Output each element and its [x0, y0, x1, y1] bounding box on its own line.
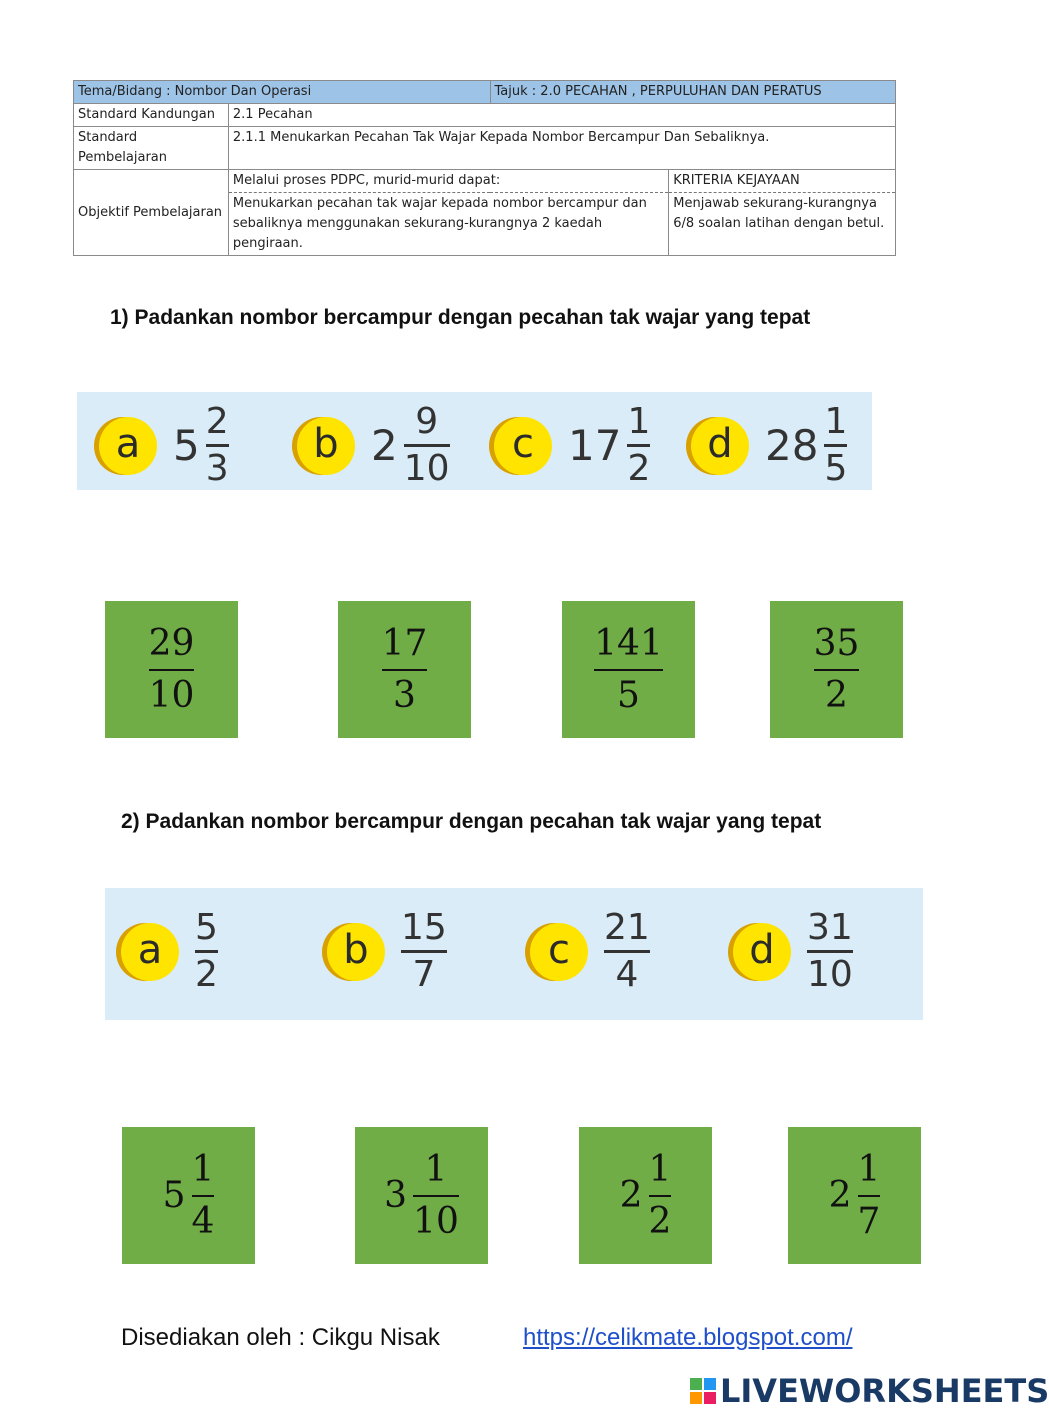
numerator: 15 [401, 907, 447, 948]
whole-number: 2 [371, 421, 398, 470]
numerator: 35 [813, 622, 860, 664]
numerator: 17 [381, 622, 428, 664]
whole-number: 2 [619, 1175, 643, 1216]
fraction [649, 1149, 672, 1243]
denominator: 5 [617, 674, 640, 716]
fraction-bar [814, 669, 860, 671]
fraction-bar [604, 950, 650, 953]
letter-badge: c [494, 417, 552, 475]
q1-item-d [691, 402, 847, 489]
denominator: 2 [648, 1200, 672, 1242]
fraction-bar [404, 444, 450, 447]
denominator: 4 [615, 954, 639, 995]
question-1-strip [77, 392, 872, 490]
fraction-bar [382, 669, 428, 671]
denominator: 10 [403, 448, 450, 489]
tema-cell: Tema/Bidang : Nombor Dan Operasi [74, 81, 491, 104]
brand-name: LIVEWORKSHEETS [720, 1372, 1049, 1410]
numerator: 1 [857, 1148, 881, 1190]
kriteria-label: KRITERIA KEJAYAAN [669, 170, 896, 193]
denominator: 7 [857, 1200, 881, 1242]
objektif-intro: Melalui proses PDPC, murid-murid dapat: [228, 170, 668, 193]
fraction [382, 623, 428, 717]
fraction [594, 623, 663, 717]
denominator: 7 [412, 954, 436, 995]
denominator: 10 [807, 954, 853, 995]
fraction [858, 1149, 881, 1243]
q2-answer-box-4[interactable] [788, 1127, 921, 1264]
fraction-bar [649, 1195, 672, 1197]
letter-badge: d [733, 923, 791, 981]
fraction-bar [401, 950, 447, 953]
whole-number: 5 [173, 421, 200, 470]
letter-badge: a [121, 923, 179, 981]
whole-number: 17 [568, 421, 622, 470]
fraction-bar [627, 444, 650, 447]
q2-answer-box-3[interactable] [579, 1127, 712, 1264]
whole-number: 2 [828, 1175, 852, 1216]
liveworksheets-brand[interactable] [690, 1372, 1049, 1410]
q2-answer-box-1[interactable] [122, 1127, 255, 1264]
numerator: 1 [648, 1148, 672, 1190]
letter-badge: b [327, 923, 385, 981]
q1-item-a [99, 402, 229, 489]
fraction [824, 402, 847, 489]
numerator: 1 [824, 401, 848, 442]
fraction [401, 908, 447, 995]
whole-number: 28 [765, 421, 819, 470]
whole-number: 5 [162, 1175, 186, 1216]
numerator: 141 [594, 622, 663, 664]
denominator: 2 [825, 674, 848, 716]
numerator: 1 [627, 401, 651, 442]
objektif-label: Objektif Pembelajaran [74, 170, 229, 256]
numerator: 9 [415, 401, 439, 442]
letter-badge: a [99, 417, 157, 475]
numerator: 1 [191, 1148, 215, 1190]
fraction [195, 908, 218, 995]
q2-item-d [733, 908, 853, 995]
denominator: 2 [627, 448, 651, 489]
q2-item-a [121, 908, 218, 995]
fraction-bar [192, 1195, 215, 1197]
fraction-bar [413, 1195, 459, 1197]
numerator: 31 [807, 907, 853, 948]
standard-kandungan-label: Standard Kandungan [74, 104, 229, 127]
fraction-bar [195, 950, 218, 953]
letter-badge: c [530, 923, 588, 981]
q2-item-b [327, 908, 447, 995]
fraction-bar [807, 950, 853, 953]
standard-pembelajaran-value: 2.1.1 Menukarkan Pecahan Tak Wajar Kepada Nombor Bercampur Dan Sebaliknya. [228, 127, 895, 170]
q1-item-b [297, 402, 450, 489]
fraction [604, 908, 650, 995]
denominator: 2 [195, 954, 218, 995]
numerator: 2 [205, 401, 229, 442]
fraction [413, 1149, 459, 1243]
standard-pembelajaran-label: Standard Pembelajaran [74, 127, 229, 170]
question-2-title: 2) Padankan nombor bercampur dengan pecahan tak wajar yang tepat [121, 810, 822, 833]
objektif-text: Menukarkan pecahan tak wajar kepada nombor bercampur dan sebaliknya menggunakan sekurang-kurangnya 2 kaedah pengiraan. [228, 193, 668, 256]
numerator: 21 [604, 907, 650, 948]
fraction-bar [149, 669, 195, 671]
fraction [627, 402, 650, 489]
question-1-title: 1) Padankan nombor bercampur dengan pecahan tak wajar yang tepat [110, 306, 811, 329]
tajuk-cell: Tajuk : 2.0 PECAHAN , PERPULUHAN DAN PERATUS [490, 81, 895, 104]
fraction [814, 623, 860, 717]
blog-link[interactable]: https://celikmate.blogspot.com/ [523, 1324, 853, 1351]
kriteria-text: Menjawab sekurang-kurangnya 6/8 soalan latihan dengan betul. [669, 193, 896, 256]
q1-answer-box-1[interactable] [105, 601, 238, 738]
q1-answer-box-3[interactable] [562, 601, 695, 738]
fraction [807, 908, 853, 995]
fraction-bar [206, 444, 229, 447]
whole-number: 3 [384, 1175, 408, 1216]
q2-item-c [530, 908, 650, 995]
prepared-by: Disediakan oleh : Cikgu Nisak [121, 1324, 440, 1351]
denominator: 10 [148, 674, 195, 716]
numerator: 5 [195, 907, 218, 948]
denominator: 4 [191, 1200, 215, 1242]
liveworksheets-logo-icon [690, 1378, 716, 1404]
lesson-info-table [73, 80, 896, 256]
letter-badge: b [297, 417, 355, 475]
denominator: 3 [393, 674, 416, 716]
q2-answer-box-2[interactable] [355, 1127, 488, 1264]
numerator: 29 [148, 622, 195, 664]
denominator: 3 [205, 448, 229, 489]
question-2-strip [105, 888, 923, 1020]
letter-badge: d [691, 417, 749, 475]
fraction-bar [824, 444, 847, 447]
denominator: 5 [824, 448, 848, 489]
fraction [404, 402, 450, 489]
q1-item-c [494, 402, 650, 489]
fraction [149, 623, 195, 717]
q1-answer-box-2[interactable] [338, 601, 471, 738]
fraction [192, 1149, 215, 1243]
fraction-bar [858, 1195, 881, 1197]
q1-answer-box-4[interactable] [770, 601, 903, 738]
fraction-bar [594, 669, 663, 671]
numerator: 1 [424, 1148, 448, 1190]
denominator: 10 [413, 1200, 459, 1242]
standard-kandungan-value: 2.1 Pecahan [228, 104, 895, 127]
fraction [206, 402, 229, 489]
